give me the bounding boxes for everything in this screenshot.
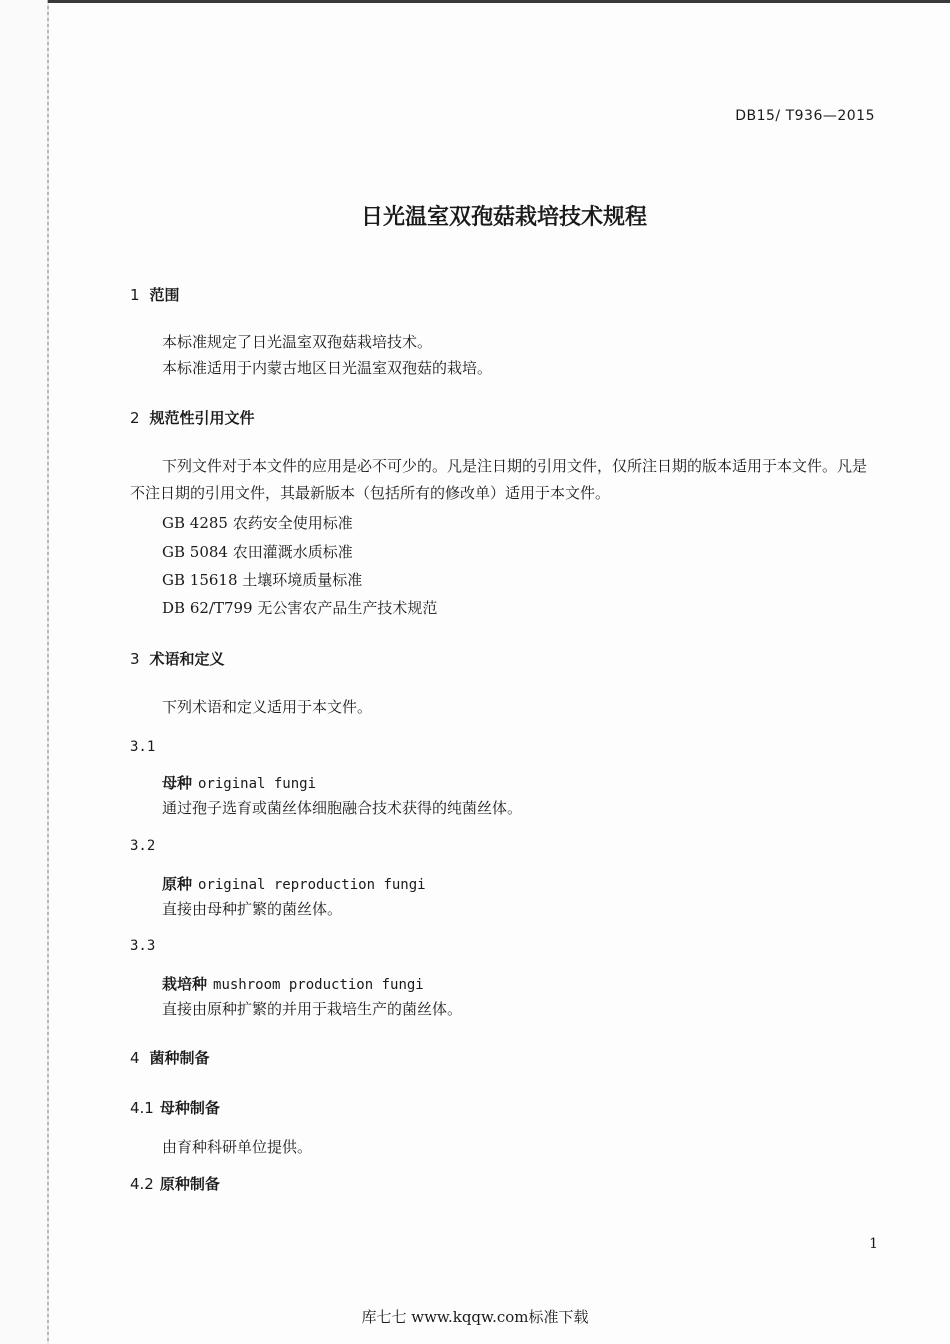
- section-1-heading: [130, 284, 180, 305]
- subsection-4-1-heading: [130, 1097, 220, 1118]
- subsection-4-1-paragraph: 由育种科研单位提供。: [162, 1138, 313, 1156]
- references-intro: 下列文件对于本文件的应用是必不可少的。凡是注日期的引用文件，仅所注日期的版本适用于本文件。凡是不注日期的引用文件，其最新版本（包括所有的修改单）适用于本文件。: [130, 457, 868, 502]
- section-4-heading: [130, 1047, 210, 1068]
- term-name: [162, 772, 316, 793]
- reference-item: GB 4285 农药安全使用标准: [162, 514, 353, 532]
- section-title: 菌种制备: [149, 1049, 210, 1067]
- section-title: 规范性引用文件: [149, 409, 255, 427]
- term-english: mushroom production fungi: [213, 977, 424, 993]
- reference-item: GB 15618 土壤环境质量标准: [162, 571, 363, 589]
- section-number: 1: [130, 286, 140, 304]
- term-english: original fungi: [198, 776, 317, 792]
- term-number: 3.2: [130, 838, 156, 854]
- reference-item: GB 5084 农田灌溉水质标准: [162, 543, 353, 561]
- term-number: 3.3: [130, 938, 156, 954]
- section-number: 4.1: [130, 1099, 154, 1117]
- section-3-heading: [130, 648, 225, 669]
- term-english: original reproduction fungi: [198, 877, 426, 893]
- term-chinese: 原种: [162, 875, 193, 893]
- section-title: 术语和定义: [149, 650, 225, 668]
- scope-paragraph-1: 本标准规定了日光温室双孢菇栽培技术。: [162, 333, 433, 351]
- download-footer: 库七七 www.kqqw.com标准下载: [361, 1308, 589, 1326]
- document-code: DB15/ T936—2015: [735, 108, 875, 124]
- scan-edge-top: [48, 0, 950, 3]
- term-name: [162, 873, 426, 894]
- section-number: 4: [130, 1049, 140, 1067]
- term-chinese: 栽培种: [162, 975, 208, 993]
- section-title: 范围: [149, 286, 180, 304]
- terms-intro: 下列术语和定义适用于本文件。: [162, 698, 373, 716]
- term-chinese: 母种: [162, 774, 193, 792]
- term-definition: 直接由母种扩繁的菌丝体。: [162, 900, 343, 918]
- term-definition: 直接由原种扩繁的并用于栽培生产的菌丝体。: [162, 1000, 463, 1018]
- term-definition: 通过孢子选育或菌丝体细胞融合技术获得的纯菌丝体。: [162, 799, 523, 817]
- section-number: 2: [130, 409, 140, 427]
- subsection-4-2-heading: [130, 1173, 220, 1194]
- document-title: 日光温室双孢菇栽培技术规程: [360, 205, 647, 230]
- term-number: 3.1: [130, 739, 156, 755]
- section-title: 母种制备: [159, 1099, 220, 1117]
- term-name: [162, 973, 424, 994]
- section-title: 原种制备: [159, 1175, 220, 1193]
- section-number: 4.2: [130, 1175, 154, 1193]
- reference-item: DB 62/T799 无公害农产品生产技术规范: [162, 599, 438, 617]
- scope-paragraph-2: 本标准适用于内蒙古地区日光温室双孢菇的栽培。: [162, 359, 493, 377]
- section-number: 3: [130, 650, 140, 668]
- page-number: 1: [869, 1236, 878, 1252]
- section-2-heading: [130, 407, 255, 428]
